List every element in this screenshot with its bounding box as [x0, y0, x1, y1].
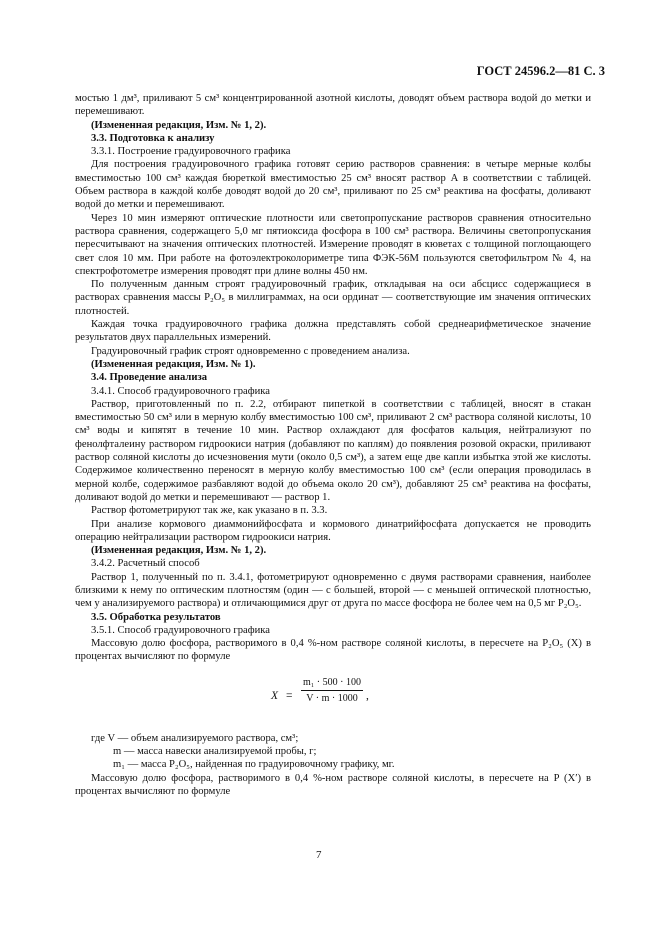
paragraph: Раствор, приготовленный по п. 2.2, отбирают пипеткой в соответствии с таблицей, вносят в стакан вместимостью 50 см³ или в мерную колбу вместимостью 100 см³, приливают 2 см³ раствора соляной кислоты, 10 см³ воды и кипятят в течение 10 мин. Раствор охлаждают для фосфатов кальция, нейтрализуют по фенолфталеину раствором гидроокиси натрия (добавляют по каплям) до появления розовой окраски, приливают раствор соляной кислоты до исчезновения мути (около 0,5 см³), а затем еще две капли избытка этой же кислоты. Содержимое количественно переносят в мерную колбу вместимостью 100 см³ (если операция проводилась в мерной колбе, содержимое разбавляют водой до объема около 20 см³), добавляют 25 см³ реактива на фосфаты, доливают водой до метки и перемешивают — раствор 1. [75, 398, 591, 503]
paragraph: Массовую долю фосфора, растворимого в 0,4 %-ном растворе соляной кислоты, в пересчете на P (X′) в процентах вычисляют по формуле [75, 772, 591, 797]
revision-note: (Измененная редакция, Изм. № 1, 2). [91, 119, 267, 131]
formula-numerator: m₁ · 500 · 100 [301, 676, 363, 691]
page-header: ГОСТ 24596.2—81 С. 3 [476, 64, 605, 78]
legend-item: m₁ — масса P₂O₅, найденная по градуировочному графику, мг. [113, 759, 395, 771]
formula-fraction [301, 676, 363, 706]
formula-denominator: V · m · 1000 [306, 693, 358, 705]
formula-equals: = [286, 689, 293, 702]
page-number: 7 [316, 849, 322, 861]
revision-note: (Измененная редакция, Изм. № 1). [91, 358, 256, 370]
section-heading: 3.3. Подготовка к анализу [91, 132, 215, 144]
paragraph: Массовую долю фосфора, растворимого в 0,4 %-ном растворе соляной кислоты, в пересчете на P₂O₅ (X) в процентах вычисляют по формуле [75, 638, 591, 663]
section-heading: 3.5. Обработка результатов [91, 611, 221, 623]
legend-item: где V — объем анализируемого раствора, см³; [91, 732, 299, 744]
formula-trail: , [366, 689, 369, 702]
paragraph: Раствор фотометрируют так же, как указано в п. 3.3. [91, 505, 328, 517]
legend-item: m — масса навески анализируемой пробы, г; [113, 746, 317, 758]
paragraph: мостью 1 дм³, приливают 5 см³ концентрированной азотной кислоты, доводят объем раствора водой до метки и перемешивают. [75, 93, 591, 118]
paragraph: Раствор 1, полученный по п. 3.4.1, фотометрируют одновременно с двумя растворами сравнения, наиболее близкими к нему по оптическим плотностям (один — с большей, второй — с меньшей оптической плотностью, чем у анализируемого раствора) и отличающимися друг от друга по массе фосфора не более чем на 0,5 мг P₂O₅. [75, 571, 591, 610]
paragraph: Каждая точка градуировочного графика должна представлять собой среднеарифметическое значение результатов двух параллельных измерений. [75, 319, 591, 344]
paragraph: Для построения градуировочного графика готовят серию растворов сравнения: в четыре мерные колбы вместимостью 100 см³ каждая бюреткой вместимостью 25 см³ вносят раствор А в соответствии с таблицей. Объем раствора в каждой колбе доводят водой до 20 см³, приливают по 25 см³ реактива на фосфаты, доливают водой до метки и перемешивают. [75, 159, 591, 211]
paragraph: При анализе кормового диаммонийфосфата и кормового динатрийфосфата допускается не проводить операцию нейтрализации раствором гидроокиси натрия. [75, 518, 591, 543]
subsection-heading: 3.4.2. Расчетный способ [91, 558, 200, 570]
formula [75, 668, 591, 726]
formula-legend [75, 732, 591, 772]
document-body [75, 92, 591, 798]
paragraph: Через 10 мин измеряют оптические плотности или светопропускание растворов сравнения относительно раствора сравнения, содержащего 5,0 мг пятиоксида фосфора в 100 см³ раствора. Величины светопропускания пересчитывают на значения оптических плотностей. Измерение проводят в кюветах с толщиной поглощающего свет слоя 10 мм. При работе на фотоэлектроколориметре типа ФЭК-56М пользуются светофильтром № 4, на спектрофотометре измерения проводят при длине волны 450 нм. [75, 212, 591, 277]
paragraph: По полученным данным строят градуировочный график, откладывая на оси абсцисс содержащиеся в растворах сравнения массы P₂O₅ в миллиграммах, на оси ординат — соответствующие им значения оптических плотностей. [75, 279, 591, 317]
subsection-heading: 3.5.1. Способ градуировочного графика [91, 624, 270, 636]
subsection-heading: 3.4.1. Способ градуировочного графика [91, 385, 270, 397]
revision-note: (Измененная редакция, Изм. № 1, 2). [91, 545, 267, 557]
paragraph: Градуировочный график строят одновременно с проведением анализа. [91, 345, 410, 357]
subsection-heading: 3.3.1. Построение градуировочного графика [91, 146, 291, 158]
section-heading: 3.4. Проведение анализа [91, 372, 207, 384]
formula-lhs: X [271, 689, 279, 702]
